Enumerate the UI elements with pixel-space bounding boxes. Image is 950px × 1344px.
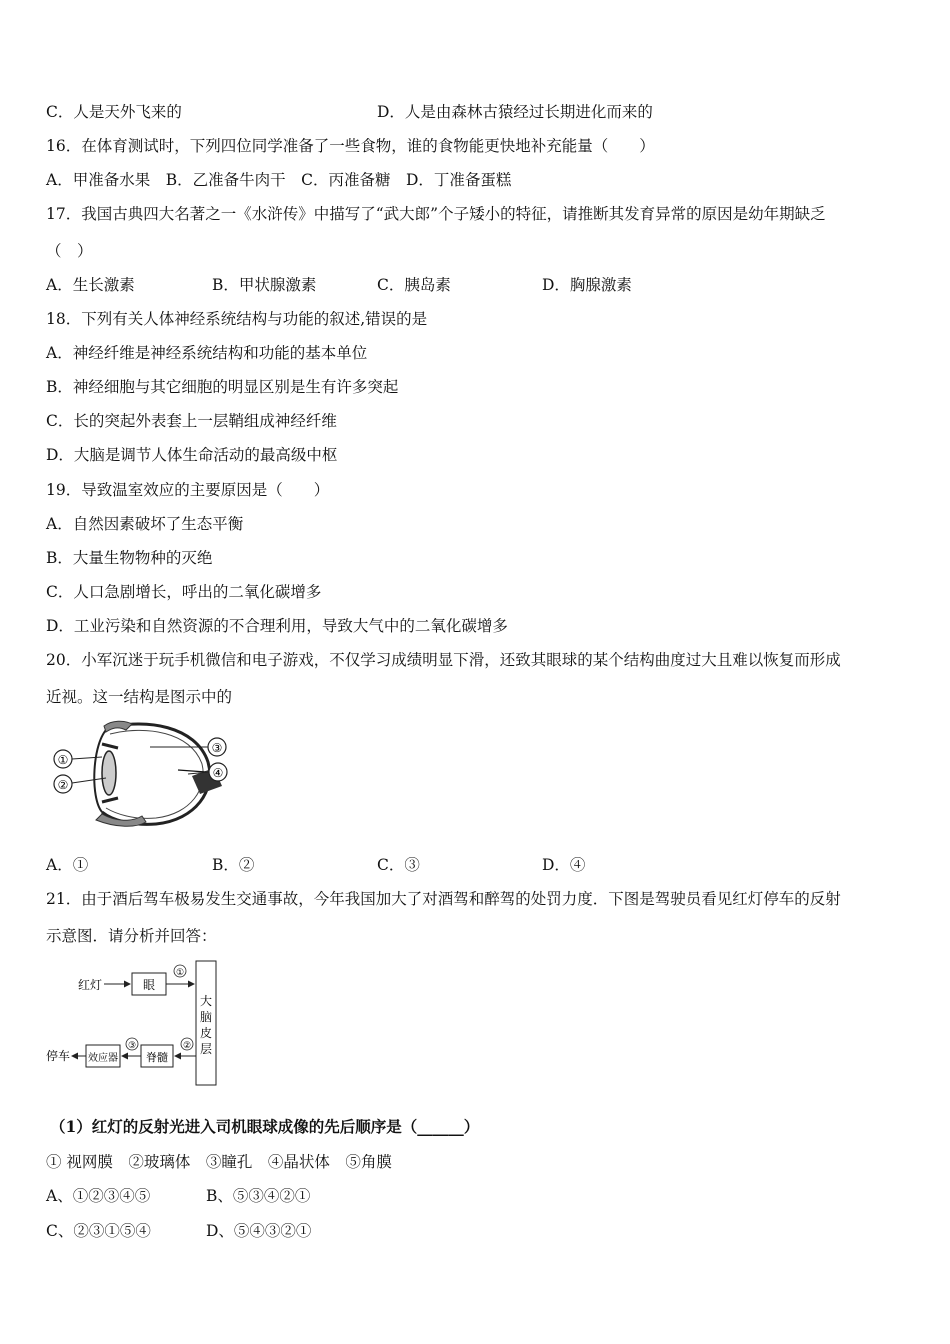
q21-stem: 21．由于酒后驾车极易发生交通事故，今年我国加大了对酒驾和醉驾的处罚力度．下图是驾驶员看见红灯停车的反射 <box>46 890 841 908</box>
reflex-cortex-4: 层 <box>199 1042 213 1056</box>
q21-sub1-parts: ① 视网膜 ②玻璃体 ③瞳孔 ④晶状体 ⑤角膜 <box>46 1153 392 1171</box>
q18-stem: 18．下列有关人体神经系统结构与功能的叙述,错误的是 <box>46 310 428 328</box>
q21-sub1-stem: （1）红灯的反射光进入司机眼球成像的先后顺序是（______） <box>50 1117 480 1136</box>
reflex-stop: 停车 <box>46 1049 71 1063</box>
q17-option-d: D．胸腺激素 <box>542 276 632 294</box>
q20-stem: 20．小军沉迷于玩手机微信和电子游戏，不仅学习成绩明显下滑，还致其眼球的某个结构曲度过大且难以恢复而形成 <box>46 651 841 669</box>
q17-stem-paren: （ ） <box>46 242 93 260</box>
q18-option-b: B．神经细胞与其它细胞的明显区别是生有许多突起 <box>46 378 399 396</box>
eye-label-4: ④ <box>212 766 224 780</box>
eye-label-2: ② <box>57 778 69 792</box>
q16-stem: 16．在体育测试时，下列四位同学准备了一些食物，谁的食物能更快地补充能量（ ） <box>46 137 655 155</box>
q19-option-b: B．大量生物物种的灭绝 <box>46 549 213 567</box>
q17-stem: 17．我国古典四大名著之一《水浒传》中描写了“武大郎”个子矮小的特征，请推断其发育异常的原因是幼年期缺乏 <box>46 205 826 223</box>
q19-option-a: A．自然因素破坏了生态平衡 <box>46 515 244 533</box>
reflex-cortex-1: 大 <box>199 994 213 1008</box>
q18-option-d: D．大脑是调节人体生命活动的最高级中枢 <box>46 446 338 464</box>
reflex-arrow-2: ② <box>182 1041 192 1051</box>
reflex-cortex-3: 皮 <box>199 1026 213 1040</box>
eye-label-1: ① <box>57 753 69 767</box>
reflex-cortex-2: 脑 <box>199 1010 213 1024</box>
q20-option-a: A．① <box>46 856 89 874</box>
reflex-effector-box: 效应器 <box>88 1053 118 1064</box>
q19-stem: 19．导致温室效应的主要原因是（ ） <box>46 481 330 499</box>
q15-option-c: C．人是天外飞来的 <box>46 103 182 121</box>
q20-option-d: D．④ <box>542 856 586 874</box>
q20-option-b: B．② <box>212 856 255 874</box>
q17-option-a: A．生长激素 <box>46 276 135 294</box>
q18-option-a: A．神经纤维是神经系统结构和功能的基本单位 <box>46 344 368 362</box>
reflex-spinal-box: 脊髓 <box>146 1051 168 1064</box>
reflex-red-light: 红灯 <box>78 978 103 992</box>
q21-sub1-option-a: A、①②③④⑤ <box>46 1187 151 1205</box>
q21-sub1-option-c: C、②③①⑤④ <box>46 1222 151 1240</box>
q18-option-c: C．长的突起外表套上一层鞘组成神经纤维 <box>46 412 337 430</box>
q21-sub1-option-b: B、⑤③④②① <box>206 1187 311 1205</box>
q17-option-c: C．胰岛素 <box>377 276 451 294</box>
eye-diagram <box>46 716 236 830</box>
q19-option-d: D．工业污染和自然资源的不合理利用，导致大气中的二氧化碳增多 <box>46 617 508 635</box>
q19-option-c: C．人口急剧增长，呼出的二氧化碳增多 <box>46 583 322 601</box>
q21-sub1-option-d: D、⑤④③②① <box>206 1222 312 1240</box>
reflex-arrow-3: ③ <box>127 1041 137 1051</box>
reflex-diagram <box>46 955 226 1090</box>
q16-options: A．甲准备水果 B．乙准备牛肉干 C．丙准备糖 D．丁准备蛋糕 <box>46 171 512 189</box>
q17-option-b: B．甲状腺激素 <box>212 276 317 294</box>
reflex-arrow-1: ① <box>175 968 185 978</box>
q15-option-d: D．人是由森林古猿经过长期进化而来的 <box>377 103 653 121</box>
q20-stem-line2: 近视。这一结构是图示中的 <box>46 688 233 706</box>
reflex-eye-box: 眼 <box>142 978 156 992</box>
eye-label-3: ③ <box>211 741 223 755</box>
q20-option-c: C．③ <box>377 856 420 874</box>
q21-stem-line2: 示意图．请分析并回答： <box>46 927 217 945</box>
